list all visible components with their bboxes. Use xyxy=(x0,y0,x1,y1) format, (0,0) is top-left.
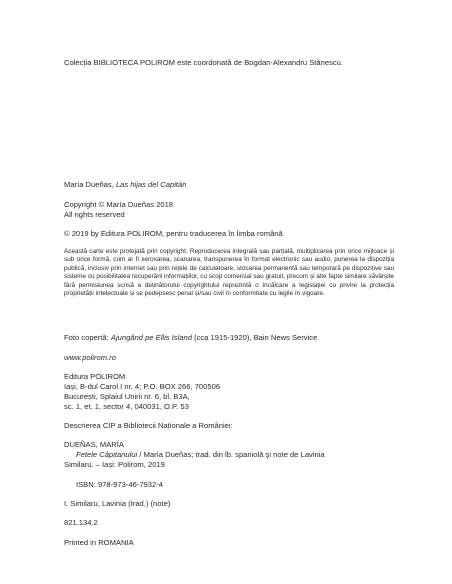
cip-imprint: Similaru. – Iași: Polirom, 2019 xyxy=(64,460,165,469)
cip-title-rest: / María Dueñas; trad. din lb. spaniolă şi note de Lavinia xyxy=(139,450,325,459)
cip-heading: Descrierea CIP a Bibliotecii Naționale a României: xyxy=(64,421,233,430)
publisher-address-line: sc. 1, et. 1, sector 4, 040031, O.P. 53 xyxy=(64,402,189,411)
copyright-translation: © 2019 by Editura POLIROM, pentru traducerea în limba română xyxy=(64,229,283,238)
cip-author: DUEÑAS, MARÍA xyxy=(64,440,124,449)
printed-in: Printed in ROMANIA xyxy=(64,538,134,547)
series-note: Colecția BIBLIOTECA POLIROM este coordonată de Bogdan-Alexandru Stănescu. xyxy=(64,58,344,67)
original-title: Las hijas del Capitán xyxy=(115,180,187,189)
cover-photo-credit xyxy=(64,333,317,343)
copyright-protection-text: Această carte este protejată prin copyright. Reproducerea integrală sau parțială, multiplicarea prin orice mijloace și sub orice formă, cum ar fi xeroxarea, scanarea, transpunerea în format electronic sau audio, punerea la dispoziția publică, inclusiv prin internet sau prin rețele de calculatoare, stocarea permanentă sau temporară pe dispozitive sau sisteme cu posibilitatea recuperării informațiilor, cu scop comercial sau gratuit, precum și alte fapte similare săvârșite fără permisiunea scrisă a deținătorului copyrightului reprezintă o încălcare a legislației cu privire la protecția proprietății intelectuale și se pedepsesc penal și/sau civil în conformitate cu legile în vigoare. xyxy=(64,248,394,298)
cip-classification: 821.134.2 xyxy=(64,518,98,527)
cover-photo-suffix: (cca 1915-1920), Bain News Service xyxy=(194,333,318,342)
publisher-address-line: București, Splaiul Unirii nr. 6, bl. B3A, xyxy=(64,392,190,401)
original-author: María Dueñas, xyxy=(64,180,114,189)
copyright-original: Copyright © María Dueñas 2018 xyxy=(64,200,174,209)
publisher-name: Editura POLIROM xyxy=(64,372,126,381)
cover-photo-title: Ajungând pe Ellis Island xyxy=(110,333,192,342)
cip-contributor: I. Similaru, Lavinia (trad.) (note) xyxy=(64,499,171,508)
original-credit xyxy=(64,180,186,190)
cip-isbn: ISBN: 978-973-46-7932-4 xyxy=(76,480,163,489)
publisher-address-line: Iași, B-dul Carol I nr. 4; P.O. BOX 266, 700506 xyxy=(64,382,221,391)
cip-title: Fetele Căpitanului xyxy=(76,450,138,459)
cip-title-line xyxy=(76,450,325,460)
cover-photo-prefix: Foto copertă: xyxy=(64,333,109,342)
rights-statement: All rights reserved xyxy=(64,210,125,219)
publisher-website: www.polirom.ro xyxy=(64,353,116,362)
